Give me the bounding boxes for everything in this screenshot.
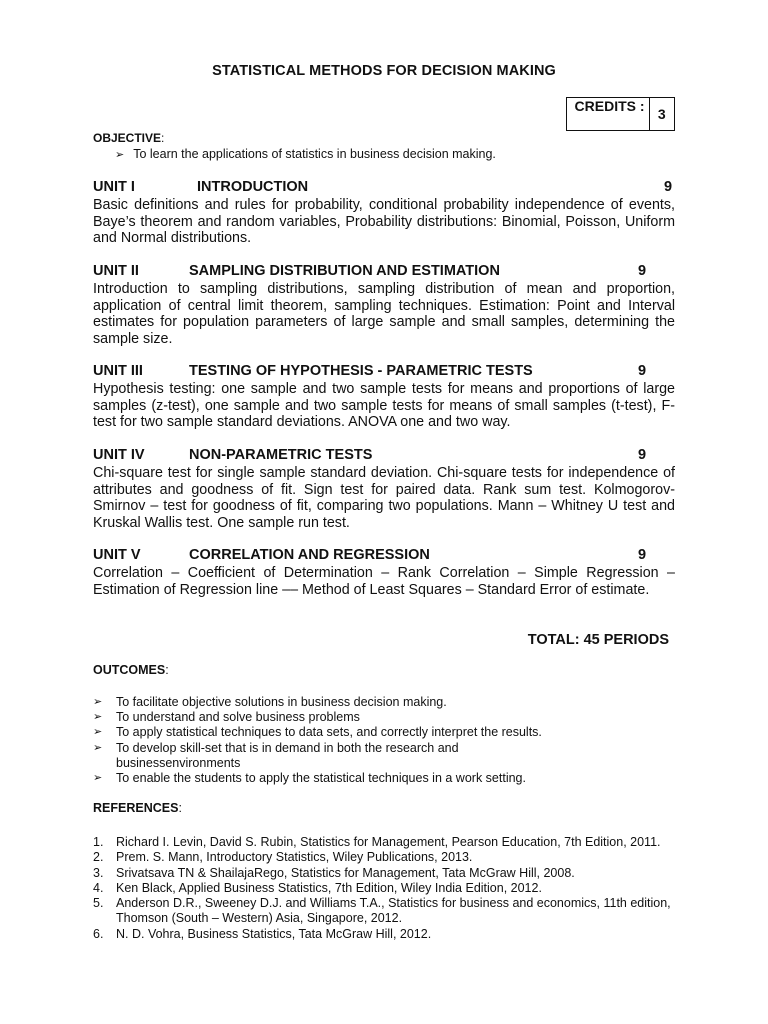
outcome-text: To develop skill-set that is in demand in both the research and businessenvironments bbox=[116, 740, 459, 770]
outcome-item bbox=[93, 725, 653, 740]
unit-heading bbox=[93, 547, 675, 565]
unit-section bbox=[93, 447, 675, 532]
unit-hours: 9 bbox=[664, 179, 673, 195]
arrow-bullet-icon: ➢ bbox=[93, 696, 103, 708]
unit-body: Introduction to sampling distributions, sampling distribution of mean and proportion, application of central limit theorem, sampling techniques. Estimation: Point and Interval estimates for population parameters of large sample and small samples, determining the sample size. bbox=[93, 281, 675, 348]
reference-item bbox=[93, 866, 683, 881]
unit-section bbox=[93, 363, 675, 431]
reference-number: 4. bbox=[93, 880, 104, 895]
reference-number: 1. bbox=[93, 835, 104, 849]
unit-hours: 9 bbox=[638, 263, 647, 279]
unit-heading bbox=[93, 179, 675, 197]
unit-title: NON-PARAMETRIC TESTS bbox=[189, 447, 373, 463]
references-heading bbox=[93, 801, 182, 815]
objective-heading-label: OBJECTIVE bbox=[93, 131, 162, 145]
reference-number: 2. bbox=[93, 850, 104, 865]
unit-title: SAMPLING DISTRIBUTION AND ESTIMATION bbox=[189, 263, 500, 279]
reference-item bbox=[93, 835, 683, 850]
unit-section bbox=[93, 263, 675, 348]
objective-item-text: To learn the applications of statistics in business decision making. bbox=[133, 147, 496, 161]
credits-label-cell bbox=[567, 98, 650, 131]
unit-section bbox=[93, 179, 675, 247]
unit-hours: 9 bbox=[638, 547, 647, 563]
reference-text: Ken Black, Applied Business Statistics, 7th Edition, Wiley India Edition, 2012. bbox=[116, 880, 542, 895]
reference-item bbox=[93, 896, 683, 927]
outcome-item bbox=[93, 741, 536, 771]
reference-number: 6. bbox=[93, 926, 104, 941]
reference-text: Richard I. Levin, David S. Rubin, Statistics for Management, Pearson Education, 7th Edition, 2011. bbox=[116, 835, 661, 849]
unit-title: INTRODUCTION bbox=[197, 179, 309, 195]
reference-text: Prem. S. Mann, Introductory Statistics, Wiley Publications, 2013. bbox=[116, 850, 473, 865]
total-periods: TOTAL: 45 PERIODS bbox=[527, 632, 669, 648]
objective-heading bbox=[93, 131, 164, 145]
outcome-item bbox=[93, 695, 653, 710]
unit-title: TESTING OF HYPOTHESIS - PARAMETRIC TESTS bbox=[189, 363, 533, 379]
objective-heading-colon: : bbox=[161, 131, 165, 145]
unit-heading bbox=[93, 263, 675, 281]
outcomes-heading-colon: : bbox=[165, 663, 169, 677]
reference-item bbox=[93, 850, 683, 865]
outcomes-heading-label: OUTCOMES bbox=[93, 663, 166, 677]
unit-heading bbox=[93, 363, 675, 381]
outcomes-list bbox=[93, 695, 653, 786]
arrow-bullet-icon: ➢ bbox=[93, 726, 103, 739]
outcomes-heading bbox=[93, 663, 169, 677]
credits-value: 3 bbox=[649, 98, 674, 131]
references-list bbox=[93, 835, 683, 942]
unit-number: UNIT IV bbox=[93, 447, 145, 463]
references-heading-label: REFERENCES bbox=[93, 801, 179, 815]
outcome-text: To understand and solve business problems bbox=[116, 710, 360, 725]
unit-body: Hypothesis testing: one sample and two sample tests for means and proportions of large samples (z-test), one sample and two sample tests for means of small samples (t-test), F-test for two sample standard deviations. ANOVA one and two way. bbox=[93, 381, 675, 431]
page-title: STATISTICAL METHODS FOR DECISION MAKING bbox=[212, 63, 556, 79]
arrow-bullet-icon: ➢ bbox=[93, 741, 103, 754]
unit-hours: 9 bbox=[638, 447, 647, 463]
outcome-item bbox=[93, 771, 653, 786]
unit-body: Basic definitions and rules for probability, conditional probability independence of events, Baye’s theorem and random variables, Probability distributions: Binomial, Poisson, Uniform and Normal distributions. bbox=[93, 197, 675, 247]
reference-text: Srivatsava TN & ShailajaRego, Statistics for Management, Tata McGraw Hill, 2008. bbox=[116, 865, 575, 880]
unit-heading bbox=[93, 447, 675, 465]
unit-title: CORRELATION AND REGRESSION bbox=[189, 547, 430, 563]
reference-text: N. D. Vohra, Business Statistics, Tata McGraw Hill, 2012. bbox=[116, 926, 432, 941]
reference-text: Anderson D.R., Sweeney D.J. and Williams T.A., Statistics for business and economics, 11th edition, Thomson (South – Western) Asia, Singapore, 2012. bbox=[116, 896, 671, 926]
arrow-bullet-icon: ➢ bbox=[93, 772, 103, 785]
unit-section bbox=[93, 547, 675, 598]
references-heading-colon: : bbox=[178, 801, 182, 815]
outcome-text: To facilitate objective solutions in business decision making. bbox=[116, 695, 447, 709]
arrow-bullet-icon: ➢ bbox=[93, 711, 103, 724]
unit-hours: 9 bbox=[638, 363, 647, 379]
arrow-bullet-icon: ➢ bbox=[115, 149, 125, 161]
unit-body: Chi-square test for single sample standard deviation. Chi-square tests for independence of attributes and goodness of fit. Sign test for paired data. Rank sum test. Kolmogorov-Smirnov – test for goodness of fit, comparing two populations. Mann – Whitney U test and Kruskal Wallis test. One sample run test. bbox=[93, 465, 675, 532]
reference-number: 5. bbox=[93, 896, 104, 911]
unit-number: UNIT V bbox=[93, 547, 141, 563]
objective-item bbox=[115, 147, 496, 164]
outcome-text: To enable the students to apply the statistical techniques in a work setting. bbox=[116, 771, 526, 786]
outcome-text: To apply statistical techniques to data sets, and correctly interpret the results. bbox=[116, 725, 542, 740]
reference-item bbox=[93, 881, 683, 896]
reference-item bbox=[93, 927, 683, 942]
outcome-item bbox=[93, 710, 653, 725]
unit-body: Correlation – Coefficient of Determination – Rank Correlation – Simple Regression – Estimation of Regression line –– Method of Least Squares – Standard Error of estimate. bbox=[93, 565, 675, 598]
reference-number: 3. bbox=[93, 865, 104, 880]
credits-label: CREDITS : bbox=[574, 98, 645, 114]
credits-box bbox=[566, 97, 675, 131]
unit-number: UNIT II bbox=[93, 263, 139, 279]
unit-number: UNIT I bbox=[93, 179, 135, 195]
unit-number: UNIT III bbox=[93, 363, 143, 379]
